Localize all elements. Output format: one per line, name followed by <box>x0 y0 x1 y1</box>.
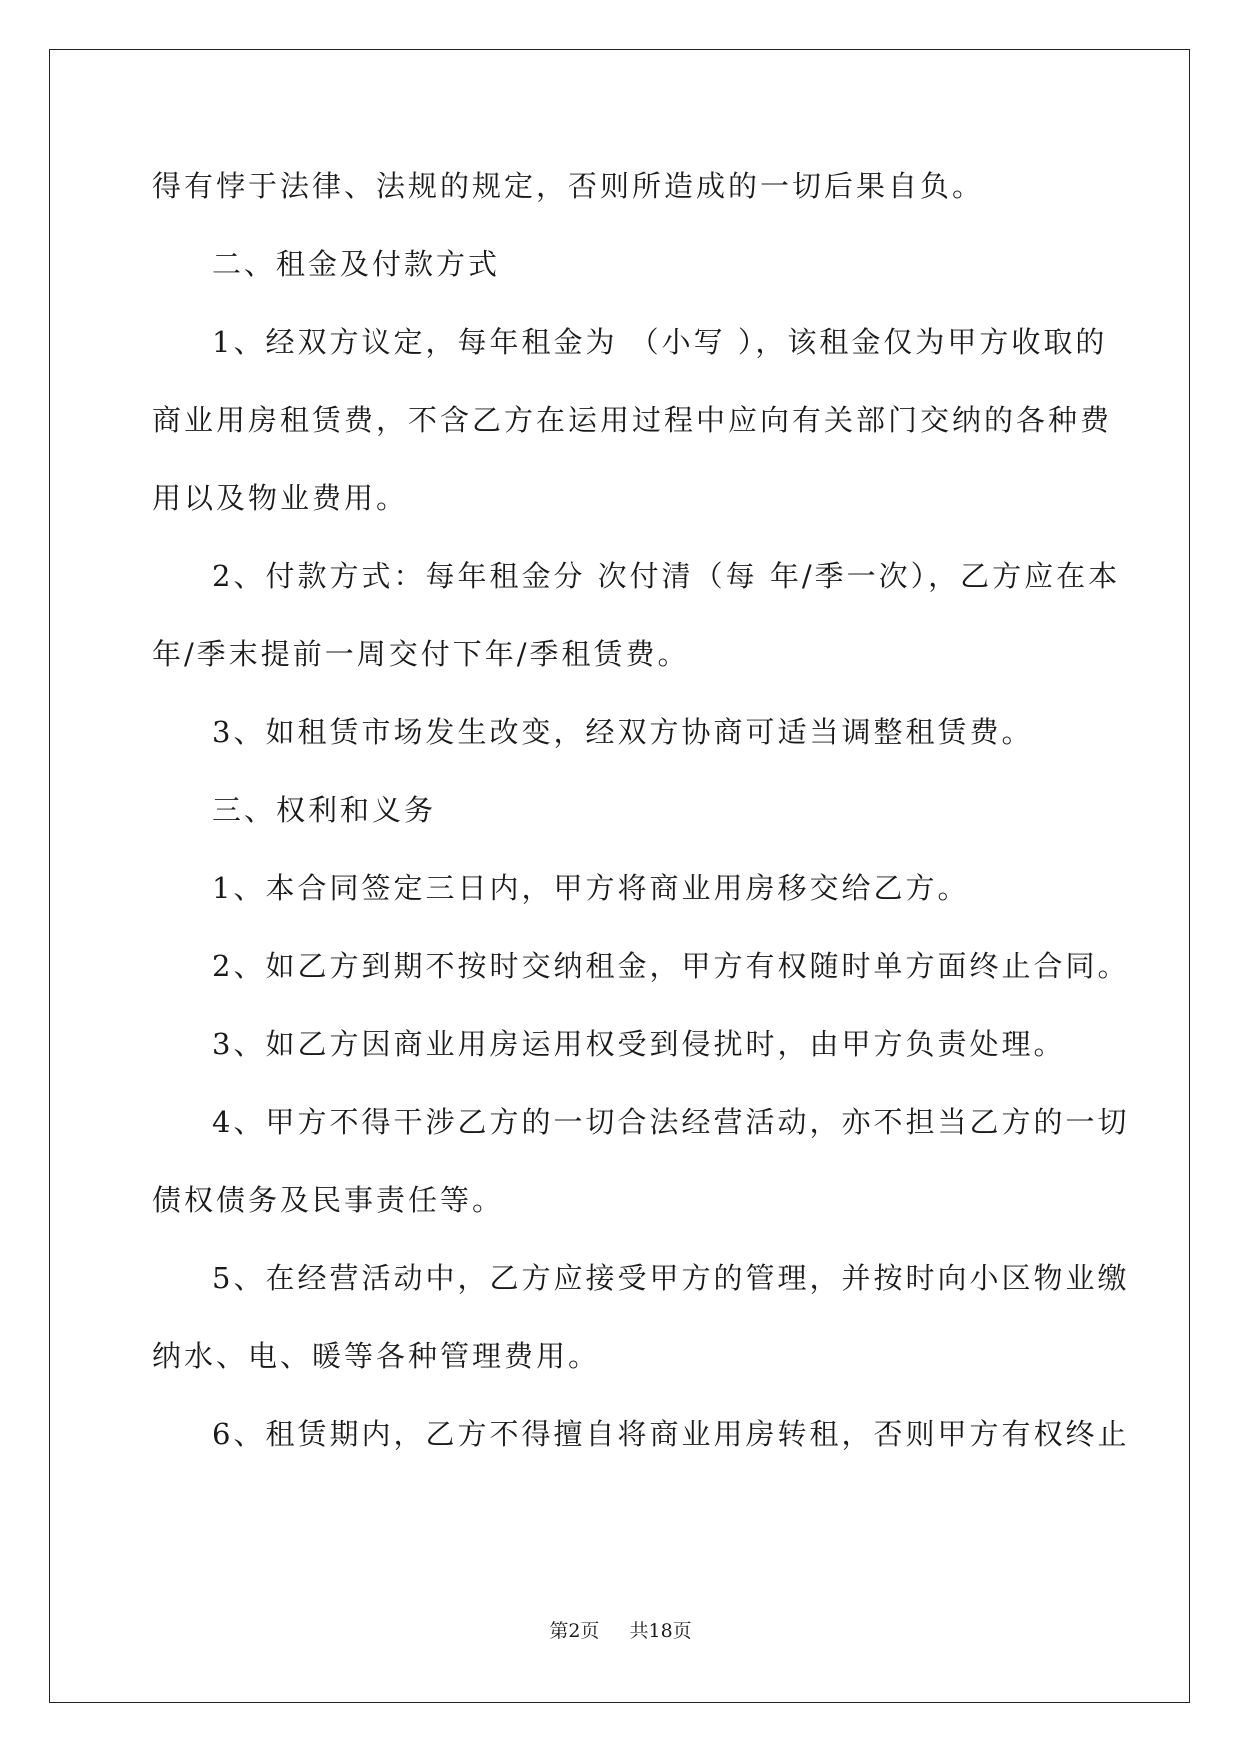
text-line: 4、甲方不得干涉乙方的一切合法经营活动，亦不担当乙方的一切 <box>212 1105 1130 1139</box>
text-line: 用以及物业费用。 <box>152 481 409 515</box>
page-total: 共18页 <box>629 1620 692 1642</box>
text-line: 债权债务及民事责任等。 <box>152 1183 505 1217</box>
page-footer <box>0 1616 1241 1643</box>
page-number: 第2页 <box>549 1620 600 1642</box>
section-heading: 二、租金及付款方式 <box>212 247 501 281</box>
text-line: 2、付款方式：每年租金分 次付清（每 年/季一次），乙方应在本 <box>212 559 1121 593</box>
text-line: 得有悖于法律、法规的规定，否则所造成的一切后果自负。 <box>152 169 985 203</box>
text-line: 年/季末提前一周交付下年/季租赁费。 <box>152 637 690 671</box>
text-line: 1、本合同签定三日内，甲方将商业用房移交给乙方。 <box>212 871 970 905</box>
text-line: 纳水、电、暖等各种管理费用。 <box>152 1339 601 1373</box>
text-line: 商业用房租赁费，不含乙方在运用过程中应向有关部门交纳的各种费 <box>152 403 1113 437</box>
text-line: 5、在经营活动中，乙方应接受甲方的管理，并按时向小区物业缴 <box>212 1261 1130 1295</box>
text-line: 3、如乙方因商业用房运用权受到侵扰时，由甲方负责处理。 <box>212 1027 1066 1061</box>
section-heading: 三、权利和义务 <box>212 793 437 827</box>
text-line: 1、经双方议定，每年租金为 （小写 ），该租金仅为甲方收取的 <box>212 325 1108 359</box>
text-line: 3、如租赁市场发生改变，经双方协商可适当调整租赁费。 <box>212 715 1034 749</box>
text-line: 6、租赁期内，乙方不得擅自将商业用房转租，否则甲方有权终止 <box>212 1417 1130 1451</box>
text-line: 2、如乙方到期不按时交纳租金，甲方有权随时单方面终止合同。 <box>212 949 1130 983</box>
